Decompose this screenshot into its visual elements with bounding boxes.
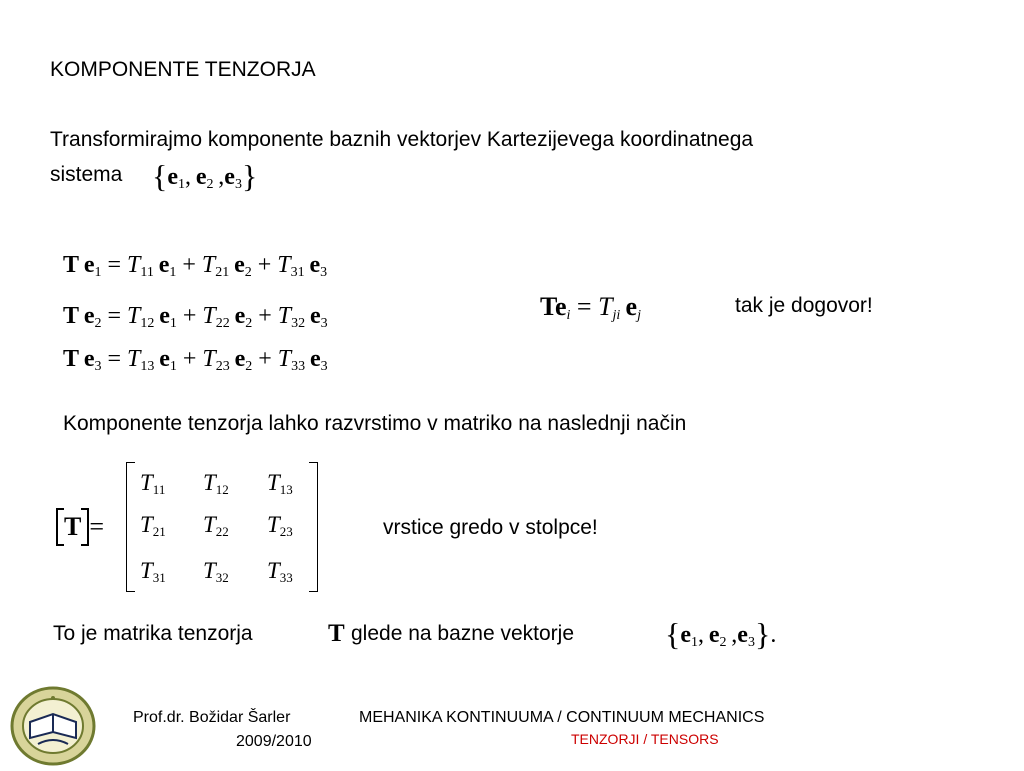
- equation-row: T $e_3 = T_{13}$ $e_1 + T_{23}$ $e_2 + T_{33}$ $e_3$: [63, 346, 328, 374]
- equation-row: T $e_1 = T_{11}$ $e_1 + T_{21}$ $e_2 + T_{31}$ $e_3$: [63, 252, 328, 280]
- matrix-note: vrstice gredo v stolpce!: [383, 516, 598, 539]
- closing-part-1: To je matrika tenzorja: [53, 622, 253, 645]
- matrix-label: T =: [56, 508, 104, 546]
- matrix-cell: $T_{33}$: [267, 558, 293, 585]
- slide-title: KOMPONENTE TENZORJA: [50, 58, 316, 81]
- basis-set: {$e_1$, $e_2$ $,e_3$}: [152, 158, 258, 194]
- footer-topic: TENZORJI / TENSORS: [571, 731, 719, 747]
- footer-course: MEHANIKA KONTINUUMA / CONTINUUM MECHANICS: [359, 709, 765, 726]
- university-seal-logo: [8, 686, 98, 766]
- matrix-cell: $T_{32}$: [203, 558, 229, 585]
- matrix-cell: $T_{21}$: [140, 512, 166, 539]
- matrix-cell: $T_{23}$: [267, 512, 293, 539]
- matrix-cell: $T_{11}$: [140, 470, 166, 497]
- matrix-intro: Komponente tenzorja lahko razvrstimo v matriko na naslednji način: [63, 412, 687, 435]
- closing-basis-set: {$e_1$, $e_2$ $,e_3$}.: [665, 616, 777, 652]
- intro-line-1: Transformirajmo komponente baznih vektorjev Kartezijevega koordinatnega: [50, 128, 754, 151]
- footer-author: Prof.dr. Božidar Šarler: [133, 709, 291, 726]
- matrix-cell: $T_{12}$: [203, 470, 229, 497]
- footer-year: 2009/2010: [236, 733, 312, 750]
- convention-note: tak je dogovor!: [735, 294, 873, 317]
- matrix-left-bracket: [126, 462, 135, 592]
- matrix-cell: $T_{31}$: [140, 558, 166, 585]
- closing-symbol: T: [328, 620, 345, 647]
- matrix-cell: $T_{13}$: [267, 470, 293, 497]
- closing-part-2: glede na bazne vektorje: [351, 622, 574, 645]
- summation-formula: $Te_i = T_{ji}$ $e_j$: [540, 292, 641, 323]
- intro-line-2: sistema: [50, 163, 123, 186]
- matrix-cell: $T_{22}$: [203, 512, 229, 539]
- matrix-right-bracket: [309, 462, 318, 592]
- equation-row: T $e_2 = T_{12}$ $e_1 + T_{22}$ $e_2 + T_{32}$ $e_3$: [63, 303, 328, 331]
